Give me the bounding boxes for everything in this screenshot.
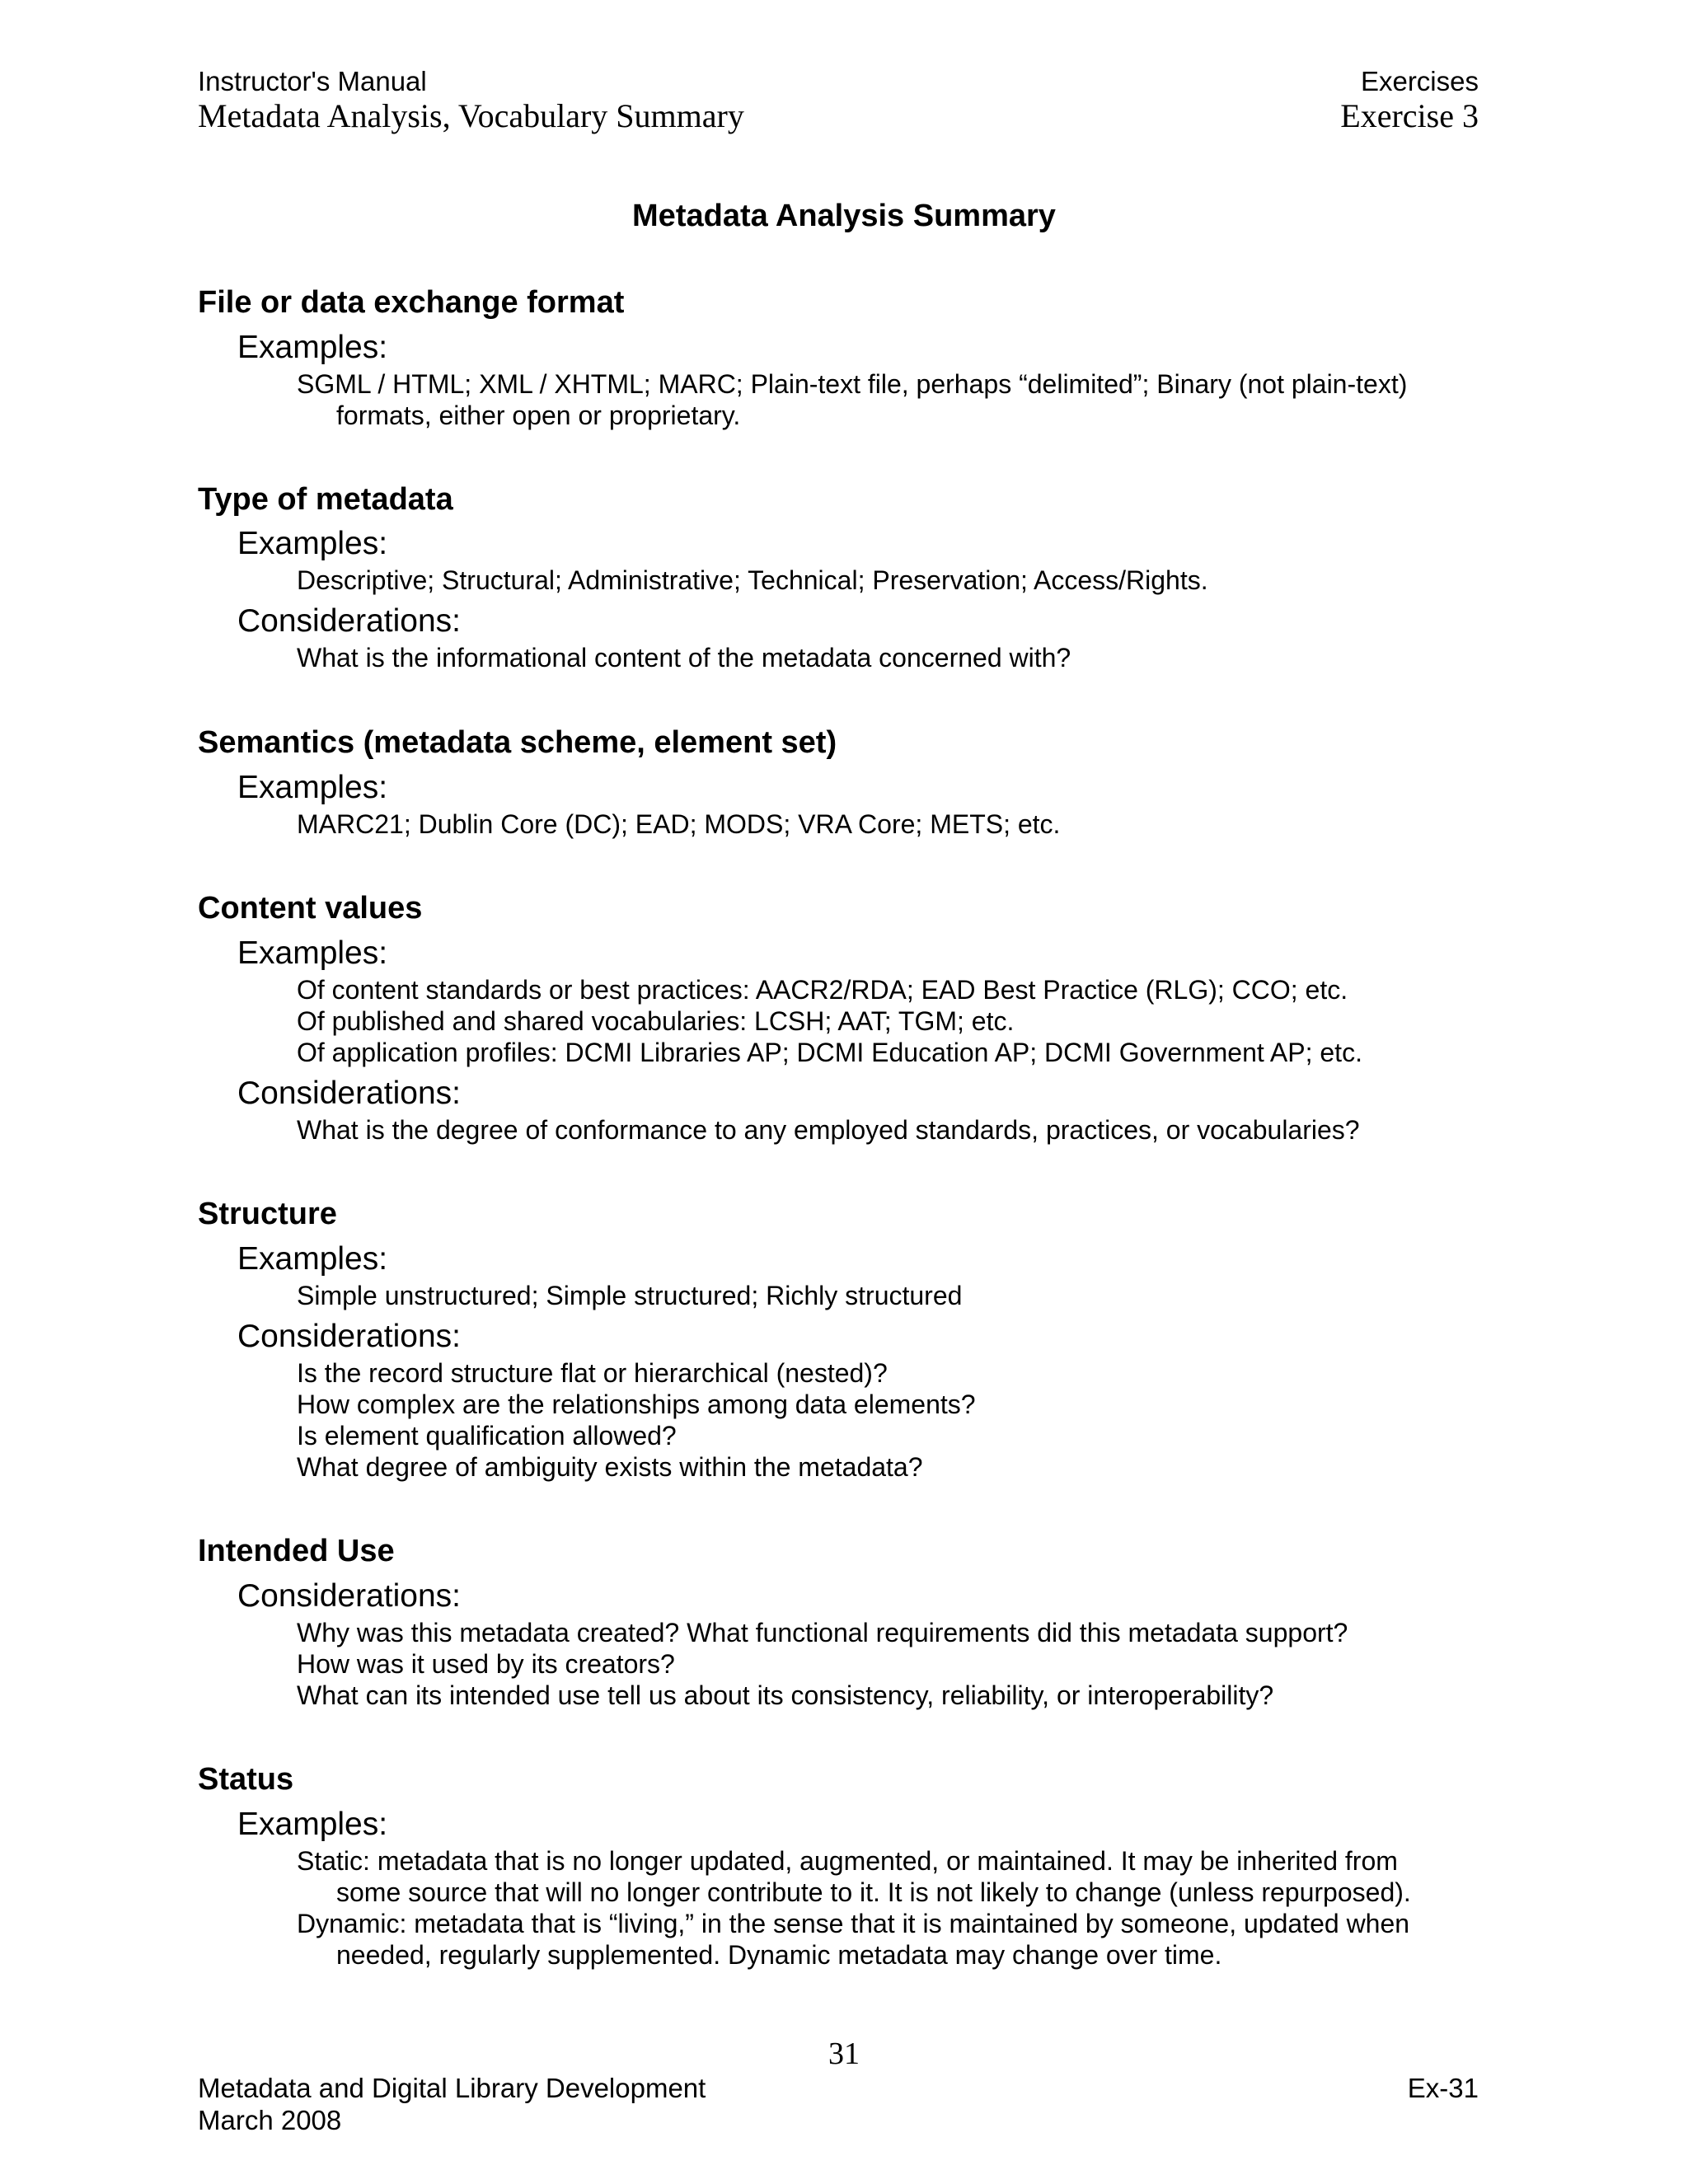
footer-date: March 2008 [198, 2105, 342, 2135]
header-section-title: Metadata Analysis, Vocabulary Summary [198, 97, 744, 134]
list-item: Of published and shared vocabularies: LCSH; AAT; TGM; etc. [297, 1006, 1015, 1036]
list-item: What can its intended use tell us about its consistency, reliability, or interoperability? [297, 1680, 1274, 1710]
list-item: Of content standards or best practices: AACR2/RDA; EAD Best Practice (RLG); CCO; etc. [297, 975, 1348, 1005]
list-item: SGML / HTML; XML / XHTML; MARC; Plain-text file, perhaps “delimited”; Binary (not plain-text) [297, 369, 1408, 399]
section-heading-type: Type of metadata [198, 482, 453, 517]
examples-label: Examples: [237, 1807, 388, 1842]
list-item: Dynamic: metadata that is “living,” in the sense that it is maintained by someone, updated when [297, 1909, 1410, 1938]
considerations-label: Considerations: [237, 1319, 461, 1354]
list-item: Descriptive; Structural; Administrative; Technical; Preservation; Access/Rights. [297, 565, 1208, 595]
section-heading-structure: Structure [198, 1197, 337, 1231]
list-item: Of application profiles: DCMI Libraries AP; DCMI Education AP; DCMI Government AP; etc. [297, 1038, 1362, 1067]
footer-course-title: Metadata and Digital Library Development [198, 2073, 706, 2103]
list-item: Static: metadata that is no longer updated, augmented, or maintained. It may be inherited from [297, 1846, 1398, 1876]
considerations-label: Considerations: [237, 1578, 461, 1614]
header-manual-label: Instructor's Manual [198, 66, 427, 96]
list-item-continuation: needed, regularly supplemented. Dynamic metadata may change over time. [336, 1940, 1222, 1970]
list-item: How complex are the relationships among data elements? [297, 1390, 976, 1419]
list-item: Is the record structure flat or hierarchical (nested)? [297, 1358, 888, 1388]
list-item: What is the informational content of the metadata concerned with? [297, 643, 1071, 673]
header-exercise-number: Exercise 3 [1340, 97, 1479, 134]
page-number: 31 [828, 2036, 860, 2071]
list-item: Why was this metadata created? What functional requirements did this metadata support? [297, 1618, 1348, 1647]
list-item: What degree of ambiguity exists within the metadata? [297, 1452, 923, 1482]
section-heading-file-format: File or data exchange format [198, 285, 625, 320]
section-heading-content-values: Content values [198, 891, 423, 926]
list-item: Simple unstructured; Simple structured; Richly structured [297, 1281, 963, 1310]
examples-label: Examples: [237, 1241, 388, 1277]
examples-label: Examples: [237, 770, 388, 805]
list-item-continuation: formats, either open or proprietary. [336, 401, 741, 430]
footer-page-code: Ex-31 [1407, 2073, 1479, 2103]
examples-label: Examples: [237, 330, 388, 365]
list-item: Is element qualification allowed? [297, 1421, 677, 1451]
considerations-label: Considerations: [237, 603, 461, 639]
section-heading-semantics: Semantics (metadata scheme, element set) [198, 725, 837, 760]
section-heading-intended-use: Intended Use [198, 1534, 395, 1568]
list-item: How was it used by its creators? [297, 1649, 675, 1679]
list-item-continuation: some source that will no longer contribute to it. It is not likely to change (unless repurposed). [336, 1877, 1411, 1907]
list-item: MARC21; Dublin Core (DC); EAD; MODS; VRA Core; METS; etc. [297, 809, 1061, 839]
considerations-label: Considerations: [237, 1076, 461, 1111]
examples-label: Examples: [237, 935, 388, 971]
page-title: Metadata Analysis Summary [632, 199, 1056, 233]
section-heading-status: Status [198, 1762, 294, 1797]
examples-label: Examples: [237, 526, 388, 561]
header-exercises-label: Exercises [1360, 66, 1479, 96]
list-item: What is the degree of conformance to any employed standards, practices, or vocabularies? [297, 1115, 1360, 1145]
